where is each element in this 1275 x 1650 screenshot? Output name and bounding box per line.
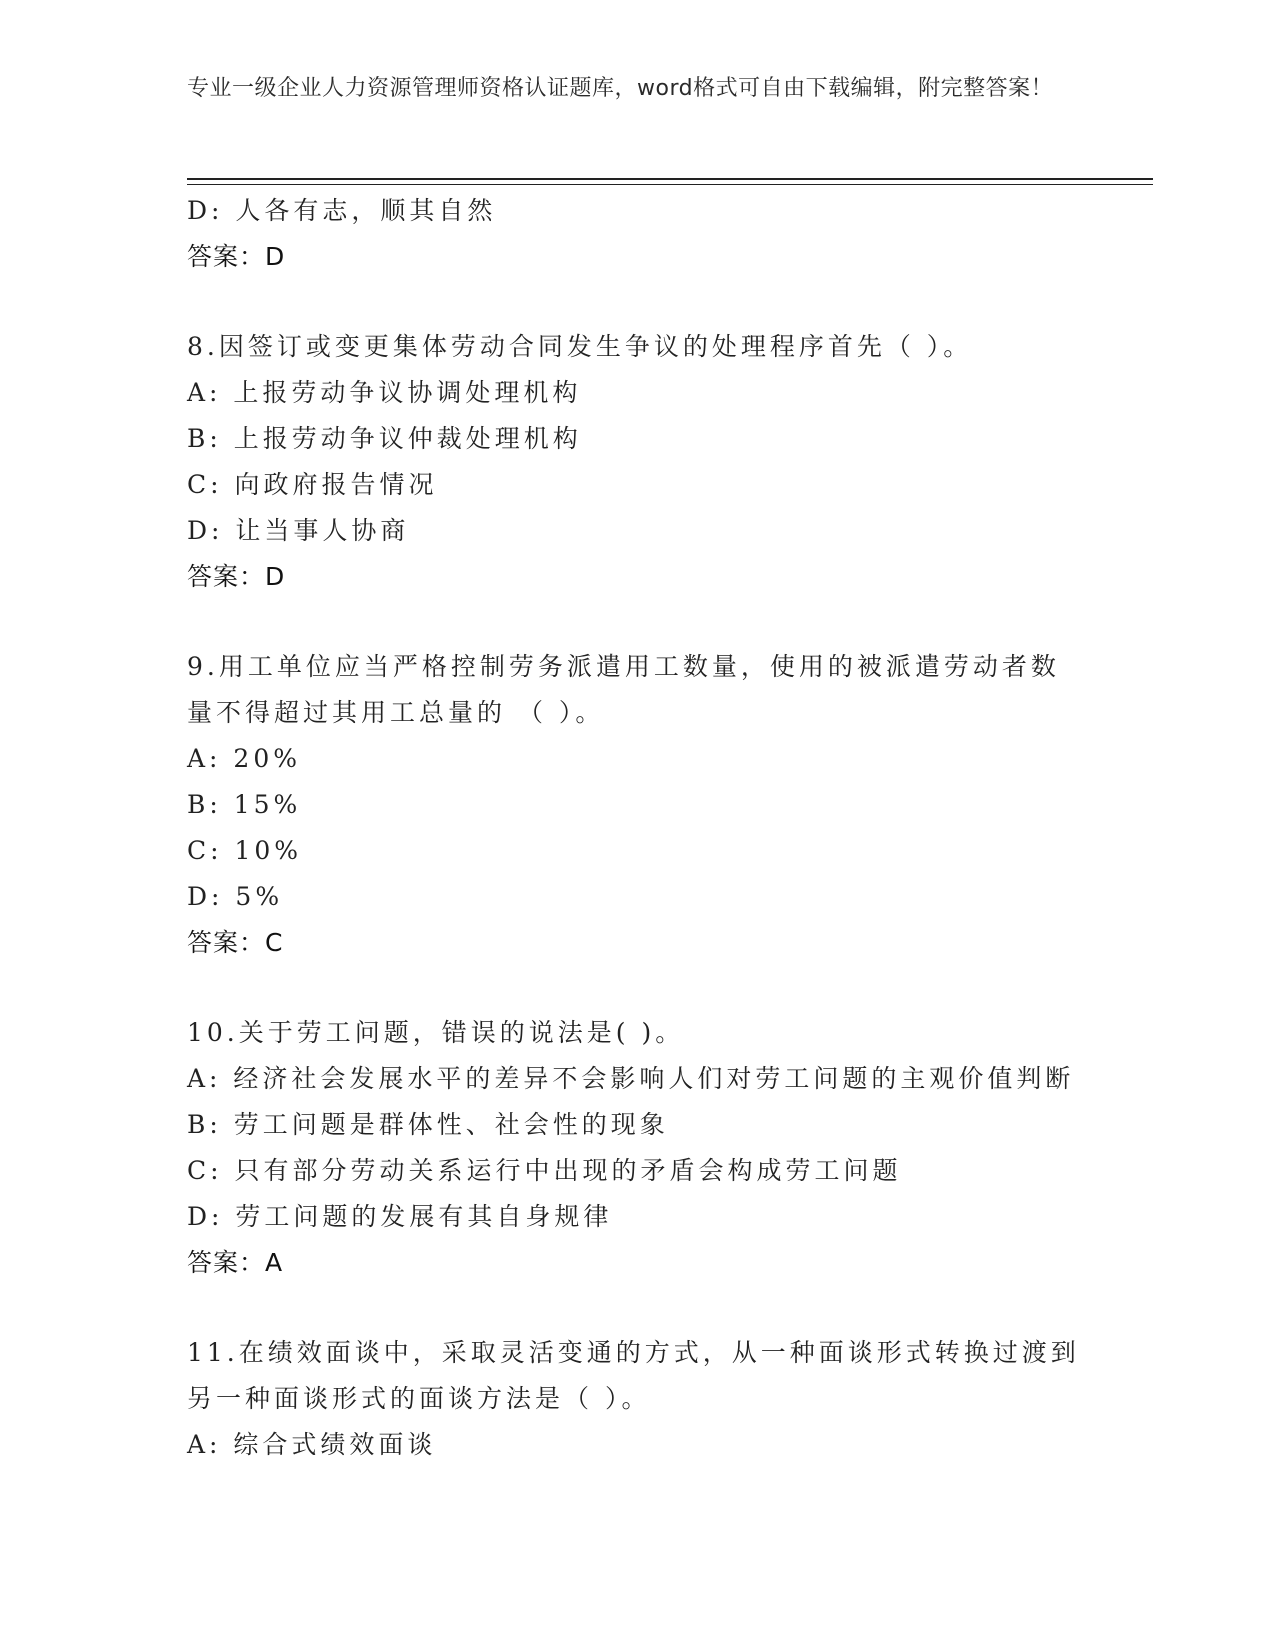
question-stem-line-1: 9.用工单位应当严格控制劳务派遣用工数量，使用的被派遣劳动者数 [187,652,1060,681]
header-rule-thin [187,184,1153,185]
question-9 [187,644,1087,966]
option-d: D: 劳工问题的发展有其自身规律 [187,1202,613,1231]
question-stem: 10.关于劳工问题，错误的说法是( )。 [187,1018,685,1047]
answer-line: 答案：D [187,242,286,271]
header-rule-thick [187,178,1153,180]
question-11 [187,1330,1087,1468]
question-10 [187,1010,1087,1286]
option-c: C: 只有部分劳动关系运行中出现的矛盾会构成劳工问题 [187,1156,902,1185]
answer-line: 答案：D [187,562,286,591]
question-content [187,188,1087,1468]
option-b: B: 15% [187,790,302,819]
option-b: B: 劳工问题是群体性、社会性的现象 [187,1110,669,1139]
option-a: A: 上报劳动争议协调处理机构 [187,378,582,407]
previous-question-tail [187,188,1087,280]
question-stem: 8.因签订或变更集体劳动合同发生争议的处理程序首先（ ）。 [187,332,973,361]
option-a: A: 综合式绩效面谈 [187,1430,437,1459]
document-header: 专业一级企业人力资源管理师资格认证题库，word格式可自由下载编辑，附完整答案！ [187,76,1054,101]
option-d: D: 人各有志，顺其自然 [187,196,497,225]
option-c: C: 10% [187,836,303,865]
question-stem-line-2: 量不得超过其用工总量的 （ ）。 [187,698,605,727]
option-c: C: 向政府报告情况 [187,470,438,499]
option-d: D: 5% [187,882,284,911]
option-a: A: 经济社会发展水平的差异不会影响人们对劳工问题的主观价值判断 [187,1064,1075,1093]
question-stem-line-1: 11.在绩效面谈中，采取灵活变通的方式，从一种面谈形式转换过渡到 [187,1338,1080,1367]
option-b: B: 上报劳动争议仲裁处理机构 [187,424,582,453]
question-stem-line-2: 另一种面谈形式的面谈方法是（ ）。 [187,1384,651,1413]
question-8 [187,324,1087,600]
answer-line: 答案：A [187,1248,284,1277]
option-d: D: 让当事人协商 [187,516,410,545]
option-a: A: 20% [187,744,301,773]
answer-line: 答案：C [187,928,284,957]
